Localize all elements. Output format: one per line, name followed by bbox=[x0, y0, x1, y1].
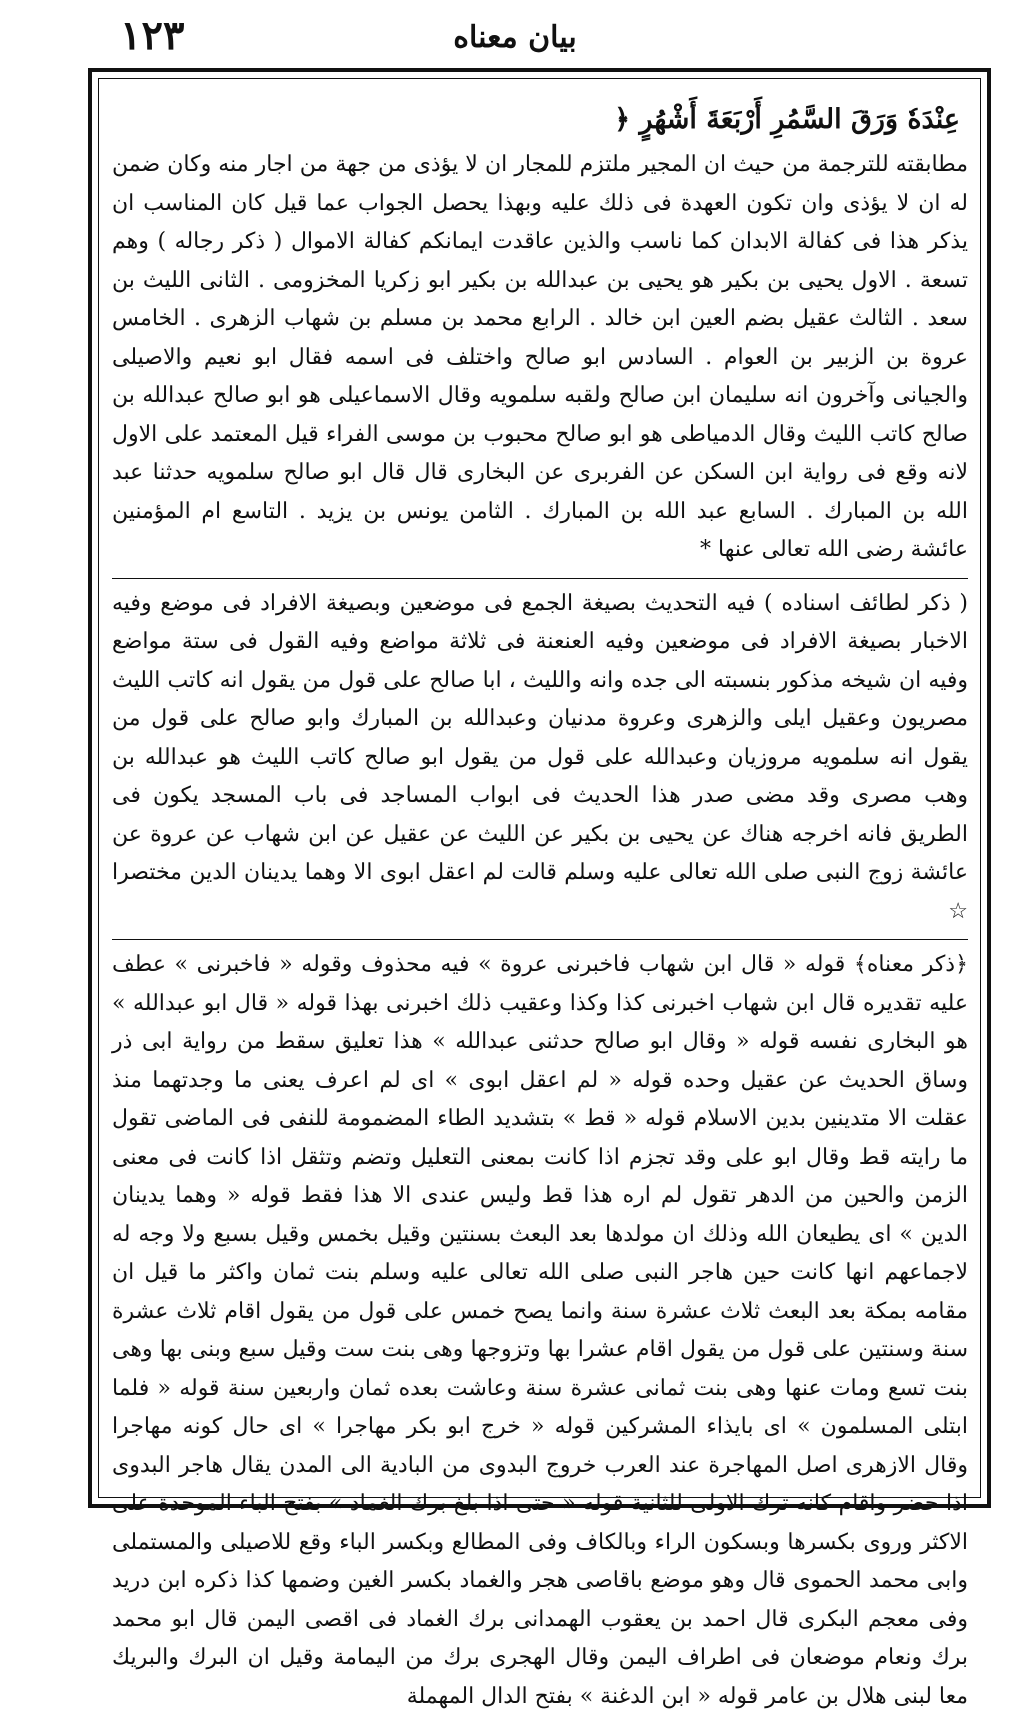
hadith-ending-line: عِنْدَهٗ وَرَقَ السَّمُرِ أَرْبَعَةَ أَشْهُرٍ ﴿ bbox=[614, 104, 960, 135]
commentary-paragraph: ﴿ذكر معناه﴾ قوله « قال ابن شهاب فاخبرنى عروة » فيه محذوف وقوله « فاخبرنى » عطف عليه تقديره قال ابن شهاب اخبرنى كذا وكذا وعقيب ذلك اخبرنى بهذا قوله « قال ابو عبدالله » هو البخارى نفسه قوله « وقال ابو صالح حدثنى عبدالله » هذا تعليق سقط من رواية ابى ذر وساق الحديث عن عقيل وحده قوله « لم اعقل ابوى » اى لم اعرف يعنى ما وجدتهما منذ عقلت الا متدينين بدين الاسلام قوله « قط » بتشديد الطاء المضمومة للنفى فى الماضى تقول ما رايته قط وقال ابو على وقد تجزم اذا كانت بمعنى التعليل وتضم وتثقل اذا كانت فى معنى الزمن والحين من الدهر تقول لم اره هذا قط وليس عندى الا هذا فقط قوله « وهما يدينان الدين » اى يطيعان الله وذلك ان مولدها بعد البعث بسنتين وقيل بخمس وقيل بسبع ولا وجه له لاجماعهم انها كانت حين هاجر النبى صلى الله تعالى عليه وسلم بنت ثمان واكثر ما قيل ان مقامه بمكة بعد البعث ثلاث عشرة سنة وانما يصح خمس على قول من يقول اقام ثلاث عشرة سنة وسنتين على قول من يقول اقام عشرا بها وتزوجها وهى بنت ست وقيل سبع وبنى بها وهى بنت تسع ومات عنها وهى بنت ثمانى عشرة سنة وعاشت بعده ثمان واربعين سنة قوله « فلما ابتلى المسلمون » اى بايذاء المشركين قوله « خرج ابو بكر مهاجرا » اى حال كونه مهاجرا وقال الازهرى اصل المهاجرة عند العرب خروج البدوى من البادية الى المدن يقال هاجر البدوى اذا حضر واقام كانه ترك الاولى للثانية قوله « حتى اذا بلغ برك الغماد » بفتح الباء الموحدة على الاكثر وروى بكسرها وبسكون الراء وبالكاف وفى المطالع وبكسر الباء وقع للاصيلى والمستملى وابى محمد الحموى قال وهو موضع باقاصى هجر والغماد بكسر الغين وضمها كذا ذكره ابن دريد وفى معجم البكرى قال احمد بن يعقوب الهمدانى برك الغماد فى اقصى اليمن قال ابو محمد برك ونعام موضعان فى اطراف اليمن وقال الهجرى برك من اليمامة وقيل ان البرك والبريك معا لبنى هلال بن عامر قوله « ابن الدغنة » بفتح الدال المهملة bbox=[112, 952, 968, 1709]
section-divider bbox=[112, 939, 968, 940]
commentary-paragraph: مطابقته للترجمة من حيث ان المجير ملتزم للمجار ان لا يؤذى من جهة من اجار منه وكان ضمن له ان لا يؤذى وان تكون العهدة فى ذلك عليه وبهذا يحصل الجواب عما قيل كان المناسب ان يذكر هذا فى كفالة الابدان كما ناسب والذين عاقدت ايمانكم كفالة الاموال ( ذكر رجاله ) وهم تسعة . الاول يحيى بن بكير هو يحيى بن عبدالله بن بكير ابو زكريا المخزومى . الثانى الليث بن سعد . الثالث عقيل بضم العين ابن خالد . الرابع محمد بن مسلم بن شهاب الزهرى . الخامس عروة بن الزبير بن العوام . السادس ابو صالح واختلف فى اسمه فقال ابو نعيم والاصيلى والجيانى وآخرون انه سليمان ابن صالح ولقبه سلمويه وقال الاسماعيلى هو ابو صالح عبدالله بن صالح كاتب الليث وقال الدمياطى هو ابو صالح محبوب بن موسى الفراء قيل المعتمد على الاول لانه وقع فى رواية ابن السكن عن الفربرى عن البخارى قال قال ابو صالح سلمويه حدثنا عبد الله بن المبارك . السابع عبد الله بن المبارك . الثامن يونس بن يزيد . التاسع ام المؤمنين عائشة رضى الله تعالى عنها * bbox=[112, 152, 968, 562]
page-number: ١٢٣ bbox=[120, 12, 185, 59]
section-divider bbox=[112, 578, 968, 579]
running-title: بيان معناه bbox=[453, 20, 577, 55]
page-body bbox=[112, 92, 968, 1709]
commentary-paragraph: ( ذكر لطائف اسناده ) فيه التحديث بصيغة الجمع فى موضعين وبصيغة الافراد فى موضع وفيه الاخبار بصيغة الافراد فى موضعين وفيه العنعنة فى ثلاثة مواضع وفيه القول فى ستة مواضع وفيه ان شيخه مذكور بنسبته الى جده وانه والليث ، ابا صالح على قول من يقول انه كاتب الليث مصريون وعقيل ايلى والزهرى وعروة مدنيان وعبدالله بن المبارك وابو صالح على قول من يقول انه سلمويه مروزيان وعبدالله على قول من يقول ابو صالح كاتب الليث هو عبدالله بن وهب مصرى وقد مضى صدر هذا الحديث فى ابواب المساجد فى باب المسجد يكون فى الطريق فانه اخرجه هناك عن يحيى بن بكير عن الليث عن عقيل عن ابن شهاب عن عروة عن عائشة زوج النبى صلى الله تعالى عليه وسلم قالت لم اعقل ابوى الا وهما يدينان الدين مختصرا ☆ bbox=[112, 590, 968, 924]
page-header bbox=[0, 0, 1027, 70]
